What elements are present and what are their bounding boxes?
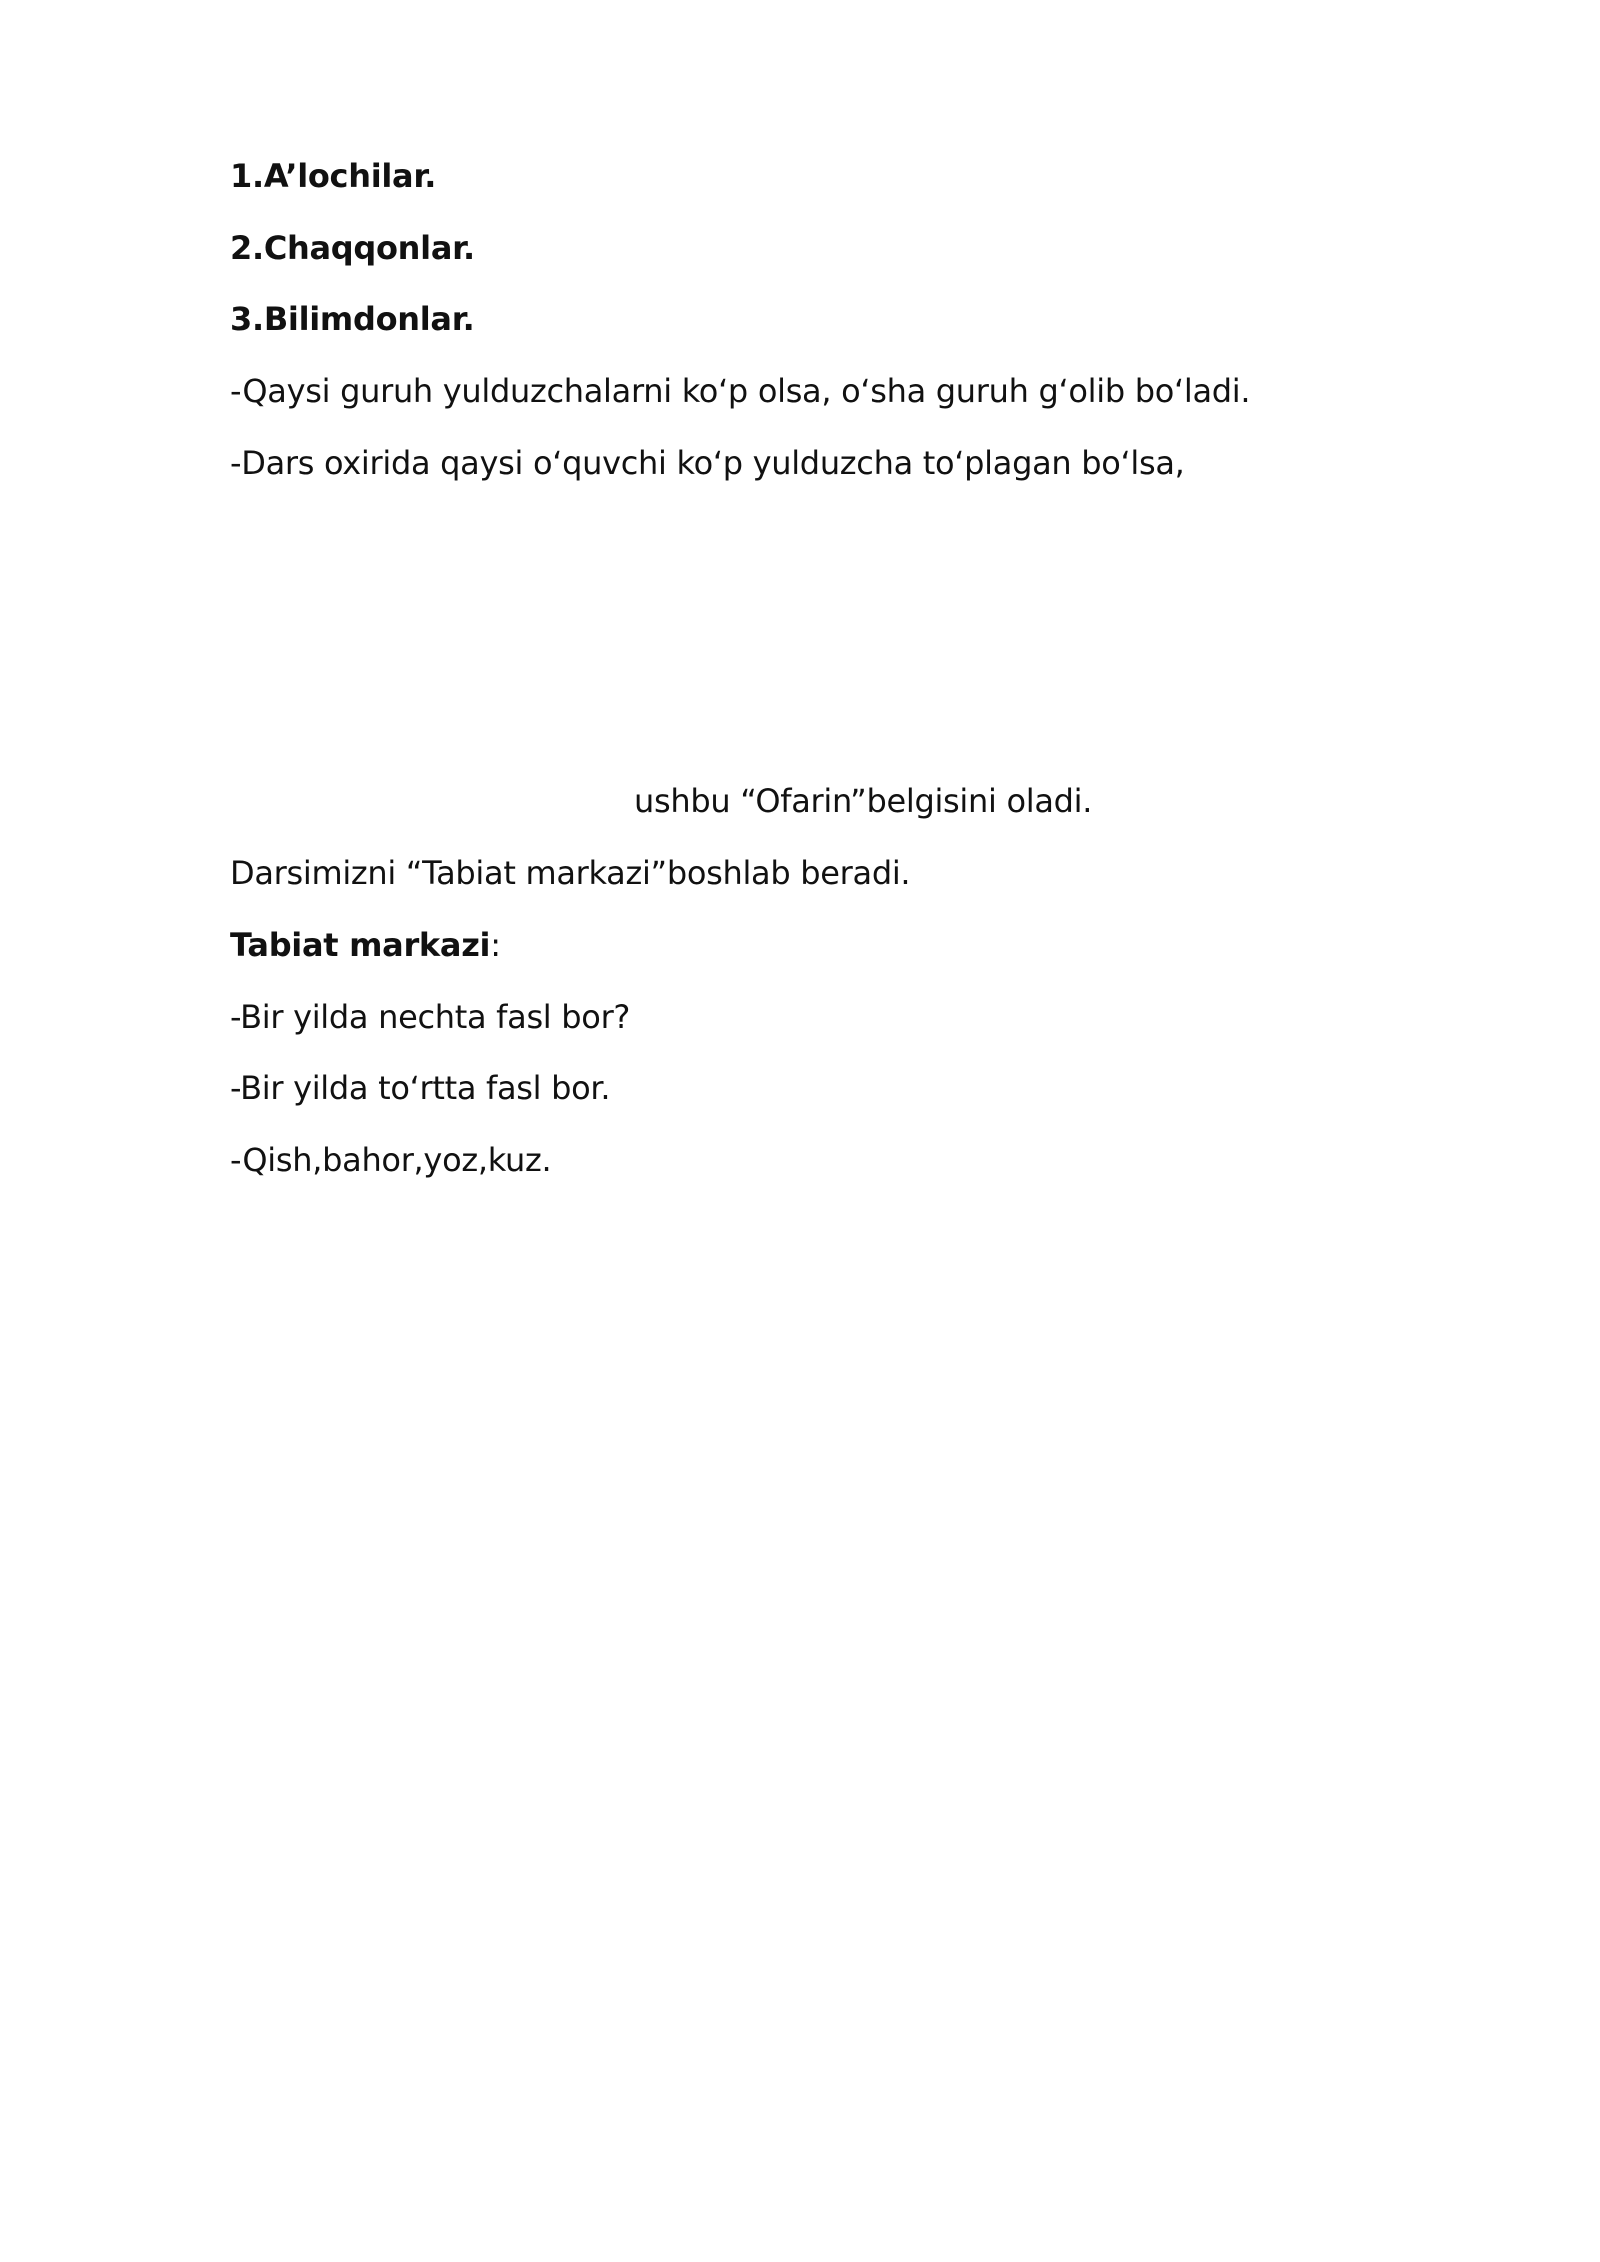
- seasons-line: -Qish,bahor,yoz,kuz.: [230, 1141, 552, 1179]
- question-line: -Bir yilda nechta fasl bor?: [230, 998, 631, 1036]
- group-2: 2.Chaqqonlar.: [230, 229, 475, 267]
- rule-winner-group: -Qaysi guruh yulduzchalarni ko‘p olsa, o‘sha guruh g‘olib bo‘ladi.: [230, 372, 1251, 410]
- answer-line: -Bir yilda to‘rtta fasl bor.: [230, 1069, 611, 1107]
- rule-award: ushbu “Ofarin”belgisini oladi.: [634, 782, 1093, 820]
- group-3: 3.Bilimdonlar.: [230, 300, 475, 338]
- center-heading: Tabiat markazi: [230, 926, 491, 964]
- rule-winner-student: -Dars oxirida qaysi o‘quvchi ko‘p yulduzcha to‘plagan bo‘lsa,: [230, 444, 1185, 482]
- lesson-intro: Darsimizni “Tabiat markazi”boshlab beradi.: [230, 854, 911, 892]
- center-heading-line: [230, 925, 501, 965]
- group-1: 1.A’lochilar.: [230, 157, 437, 195]
- center-heading-colon: :: [490, 926, 501, 964]
